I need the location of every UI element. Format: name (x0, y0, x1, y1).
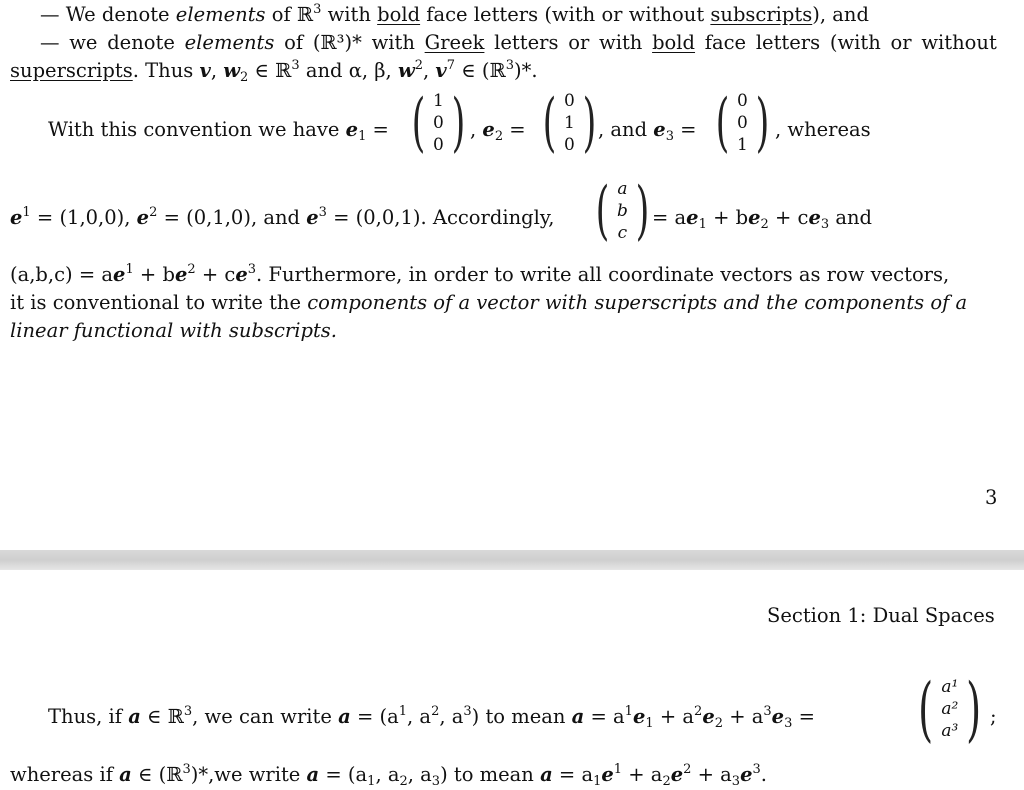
text-line-8: linear functional with subscripts. (10, 319, 337, 342)
text-line-1: — We denote elements of ℝ$^3$ with bold face letters (with or without subscripts), and (40, 2, 869, 26)
column-vector-e1: ( 1 0 0 ) (411, 86, 466, 160)
e3-label: , and $e_3$ = (598, 118, 697, 144)
column-vector-e3: ( 0 0 1 ) (715, 86, 770, 160)
page-separator (0, 550, 1024, 570)
text-line-7: it is conventional to write the components of a vector with superscripts and the components of a (10, 291, 968, 314)
page-4 (0, 570, 1024, 790)
running-head: Section 1: Dual Spaces (767, 604, 995, 627)
link-subscripts[interactable]: subscripts (710, 3, 813, 26)
text-line-4-start: With this convention we have $e_1$ = (48, 118, 389, 144)
text-line-5-end: = $ae_1 + be_2 + ce_3$ and (652, 206, 873, 232)
e2-label: , $e_2$ = (470, 118, 526, 144)
link-greek[interactable]: Greek (424, 31, 485, 54)
text-line-10: whereas if a ∈ (ℝ$^3$)*,we write $a = (a_1$, $a_2$, $a_3$) to mean $a = a_1e^1 + a_2e^2 + a_3e^3$. (10, 762, 767, 789)
link-bold[interactable]: bold (377, 3, 421, 26)
page-number: 3 (985, 486, 998, 509)
text-line-6: $(a,b,c) = ae^1 + be^2 + ce^3$. Furthermore, in order to write all coordinate vectors as row vectors, (10, 262, 950, 286)
column-vector-e2: ( 0 1 0 ) (542, 86, 597, 160)
text-line-9: Thus, if a ∈ ℝ$^3$, we can write $a = (a^1$, $a^2$, $a^3$) to mean $a = a^1e_1 + a^2e_2 + a^3e_3$ = (48, 704, 815, 731)
column-vector-a: ( a¹ a² a³ ) (918, 668, 982, 750)
semicolon: ; (990, 705, 997, 728)
text-line-2: — we denote elements of (ℝ³)* with Greek letters or with bold face letters (with or without (40, 31, 997, 54)
link-superscripts[interactable]: superscripts (10, 59, 133, 82)
link-bold-2[interactable]: bold (652, 31, 696, 54)
column-vector-abc: ( a b c ) (595, 174, 650, 248)
text-line-5-start: $e^1 = (1,0,0)$, $e^2 = (0,1,0)$, and $e^3 = (0,0,1)$. Accordingly, (10, 205, 555, 229)
whereas-text: , whereas (775, 118, 871, 141)
text-line-3: superscripts. Thus v, $w_2$ ∈ ℝ$^3$ and α, β, $w^2$, $v^7$ ∈ (ℝ$^3$)*. (10, 58, 538, 85)
